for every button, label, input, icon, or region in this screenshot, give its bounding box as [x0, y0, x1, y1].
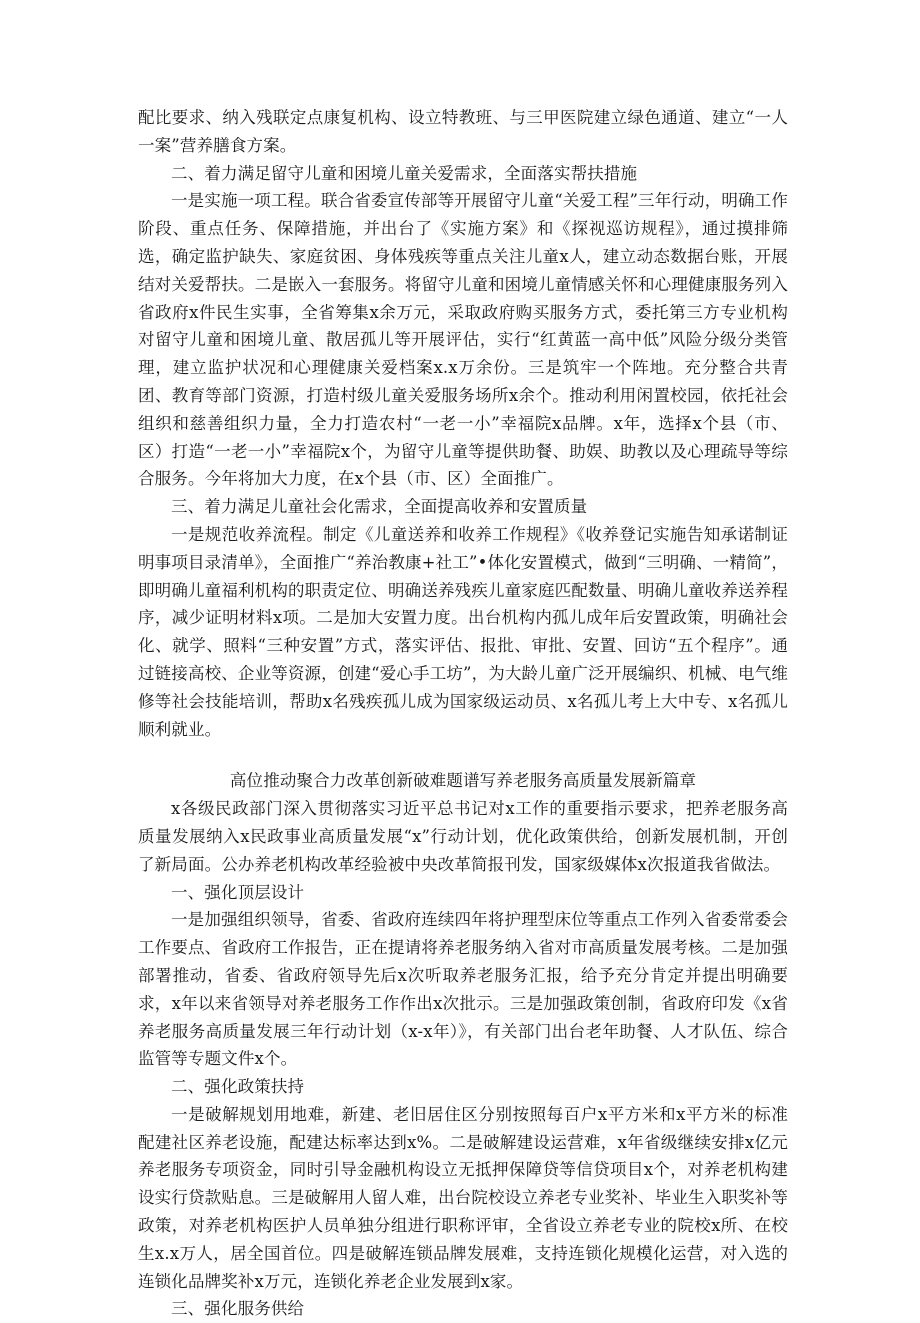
heading-left-behind-children: 二、着力满足留守儿童和困境儿童关爱需求，全面落实帮扶措施 — [171, 163, 638, 183]
paragraph-top-level-design: 一是加强组织领导，省委、省政府连续四年将护理型床位等重点工作列入省委常委会工作要点、省政府工作报告，正在提请将养老服务纳入省对市高质量发展考核。二是加强部署推动，省委、省政府领导先后x次听取养老服务汇报，给予充分肯定并提出明确要求，x年以来省领导对养老服务工作作出x次批示。三是加强政策创制，省政府印发《x省养老服务高质量发展三年行动计划（x-x年）》，有关部门出台老年助餐、人才队伍、综合监管等专题文件x个。 — [138, 910, 788, 1069]
paragraph-left-behind-children: 一是实施一项工程。联合省委宣传部等开展留守儿童“关爱工程”三年行动，明确工作阶段、重点任务、保障措施，并出台了《实施方案》和《探视巡访规程》，通过摸排筛选，确定监护缺失、家庭贫困、身体残疾等重点关注儿童x人，建立动态数据台账，开展结对关爱帮扶。二是嵌入一套服务。将留守儿童和困境儿童情感关怀和心理健康服务列入省政府x件民生实事，全省筹集x余万元，采取政府购买服务方式，委托第三方专业机构对留守儿童和困境儿童、散居孤儿等开展评估，实行“红黄蓝一高中低”风险分级分类管理，建立监护状况和心理健康关爱档案x.x万余份。三是筑牢一个阵地。充分整合共青团、教育等部门资源，打造村级儿童关爱服务场所x余个。推动利用闲置校园，依托社会组织和慈善组织力量，全力打造农村“一老一小”幸福院x品牌。x年，选择x个县（市、区）打造“一老一小”幸福院x个，为留守儿童等提供助餐、助娱、助教以及心理疏导等综合服务。今年将加大力度，在x个县（市、区）全面推广。 — [138, 191, 788, 489]
paragraph-section1-tail: 配比要求、纳入残联定点康复机构、设立特教班、与三甲医院建立绿色通道、建立“一人一案”营养膳食方案。 — [138, 108, 788, 155]
heading-policy-support: 二、强化政策扶持 — [171, 1077, 305, 1097]
paragraph-adoption-placement: 一是规范收养流程。制定《儿童送养和收养工作规程》《收养登记实施告知承诺制证明事项目录清单》，全面推广“养治教康+社工”•体化安置模式，做到“三明确、一精简”，即明确儿童福利机构的职责定位、明确送养残疾儿童家庭匹配数量、明确儿童收养送养程序，减少证明材料x项。二是加大安置力度。出台机构内孤儿成年后安置政策，明确社会化、就学、照料“三种安置”方式，落实评估、报批、审批、安置、回访“五个程序”。通过链接高校、企业等资源，创建“爱心手工坊”，为大龄儿童广泛开展编织、机械、电气维修等社会技能培训，帮助x名残疾孤儿成为国家级运动员、x名孤儿考上大中专、x名孤儿顺利就业。 — [138, 524, 788, 739]
heading-top-level-design: 一、强化顶层设计 — [171, 882, 305, 902]
heading-adoption-placement: 三、着力满足儿童社会化需求，全面提高收养和安置质量 — [171, 497, 588, 517]
paragraph-elderly-intro: x各级民政部门深入贯彻落实习近平总书记对x工作的重要指示要求，把养老服务高质量发展纳入x民政事业高质量发展“x”行动计划，优化政策供给，创新发展机制，开创了新局面。公办养老机构改革经验被中央改革简报刊发，国家级媒体x次报道我省做法。 — [138, 799, 788, 874]
heading-service-supply: 三、强化服务供给 — [171, 1299, 305, 1319]
paragraph-policy-support: 一是破解规划用地难，新建、老旧居住区分别按照每百户x平方米和x平方米的标准配建社区养老设施，配建达标率达到x%。二是破解建设运营难，x年省级继续安排x亿元养老服务专项资金，同时引导金融机构设立无抵押保障贷等信贷项目x个，对养老机构建设实行贷款贴息。三是破解用人留人难，出台院校设立养老专业奖补、毕业生入职奖补等政策，对养老机构医护人员单独分组进行职称评审，全省设立养老专业的院校x所、在校生x.x万人，居全国首位。四是破解连锁品牌发展难，支持连锁化规模化运营，对入选的连锁化品牌奖补x万元，连锁化养老企业发展到x家。 — [138, 1104, 788, 1291]
article-title: 高位推动聚合力改革创新破难题谱写养老服务高质量发展新篇章 — [229, 771, 697, 791]
document-body — [138, 104, 788, 1323]
